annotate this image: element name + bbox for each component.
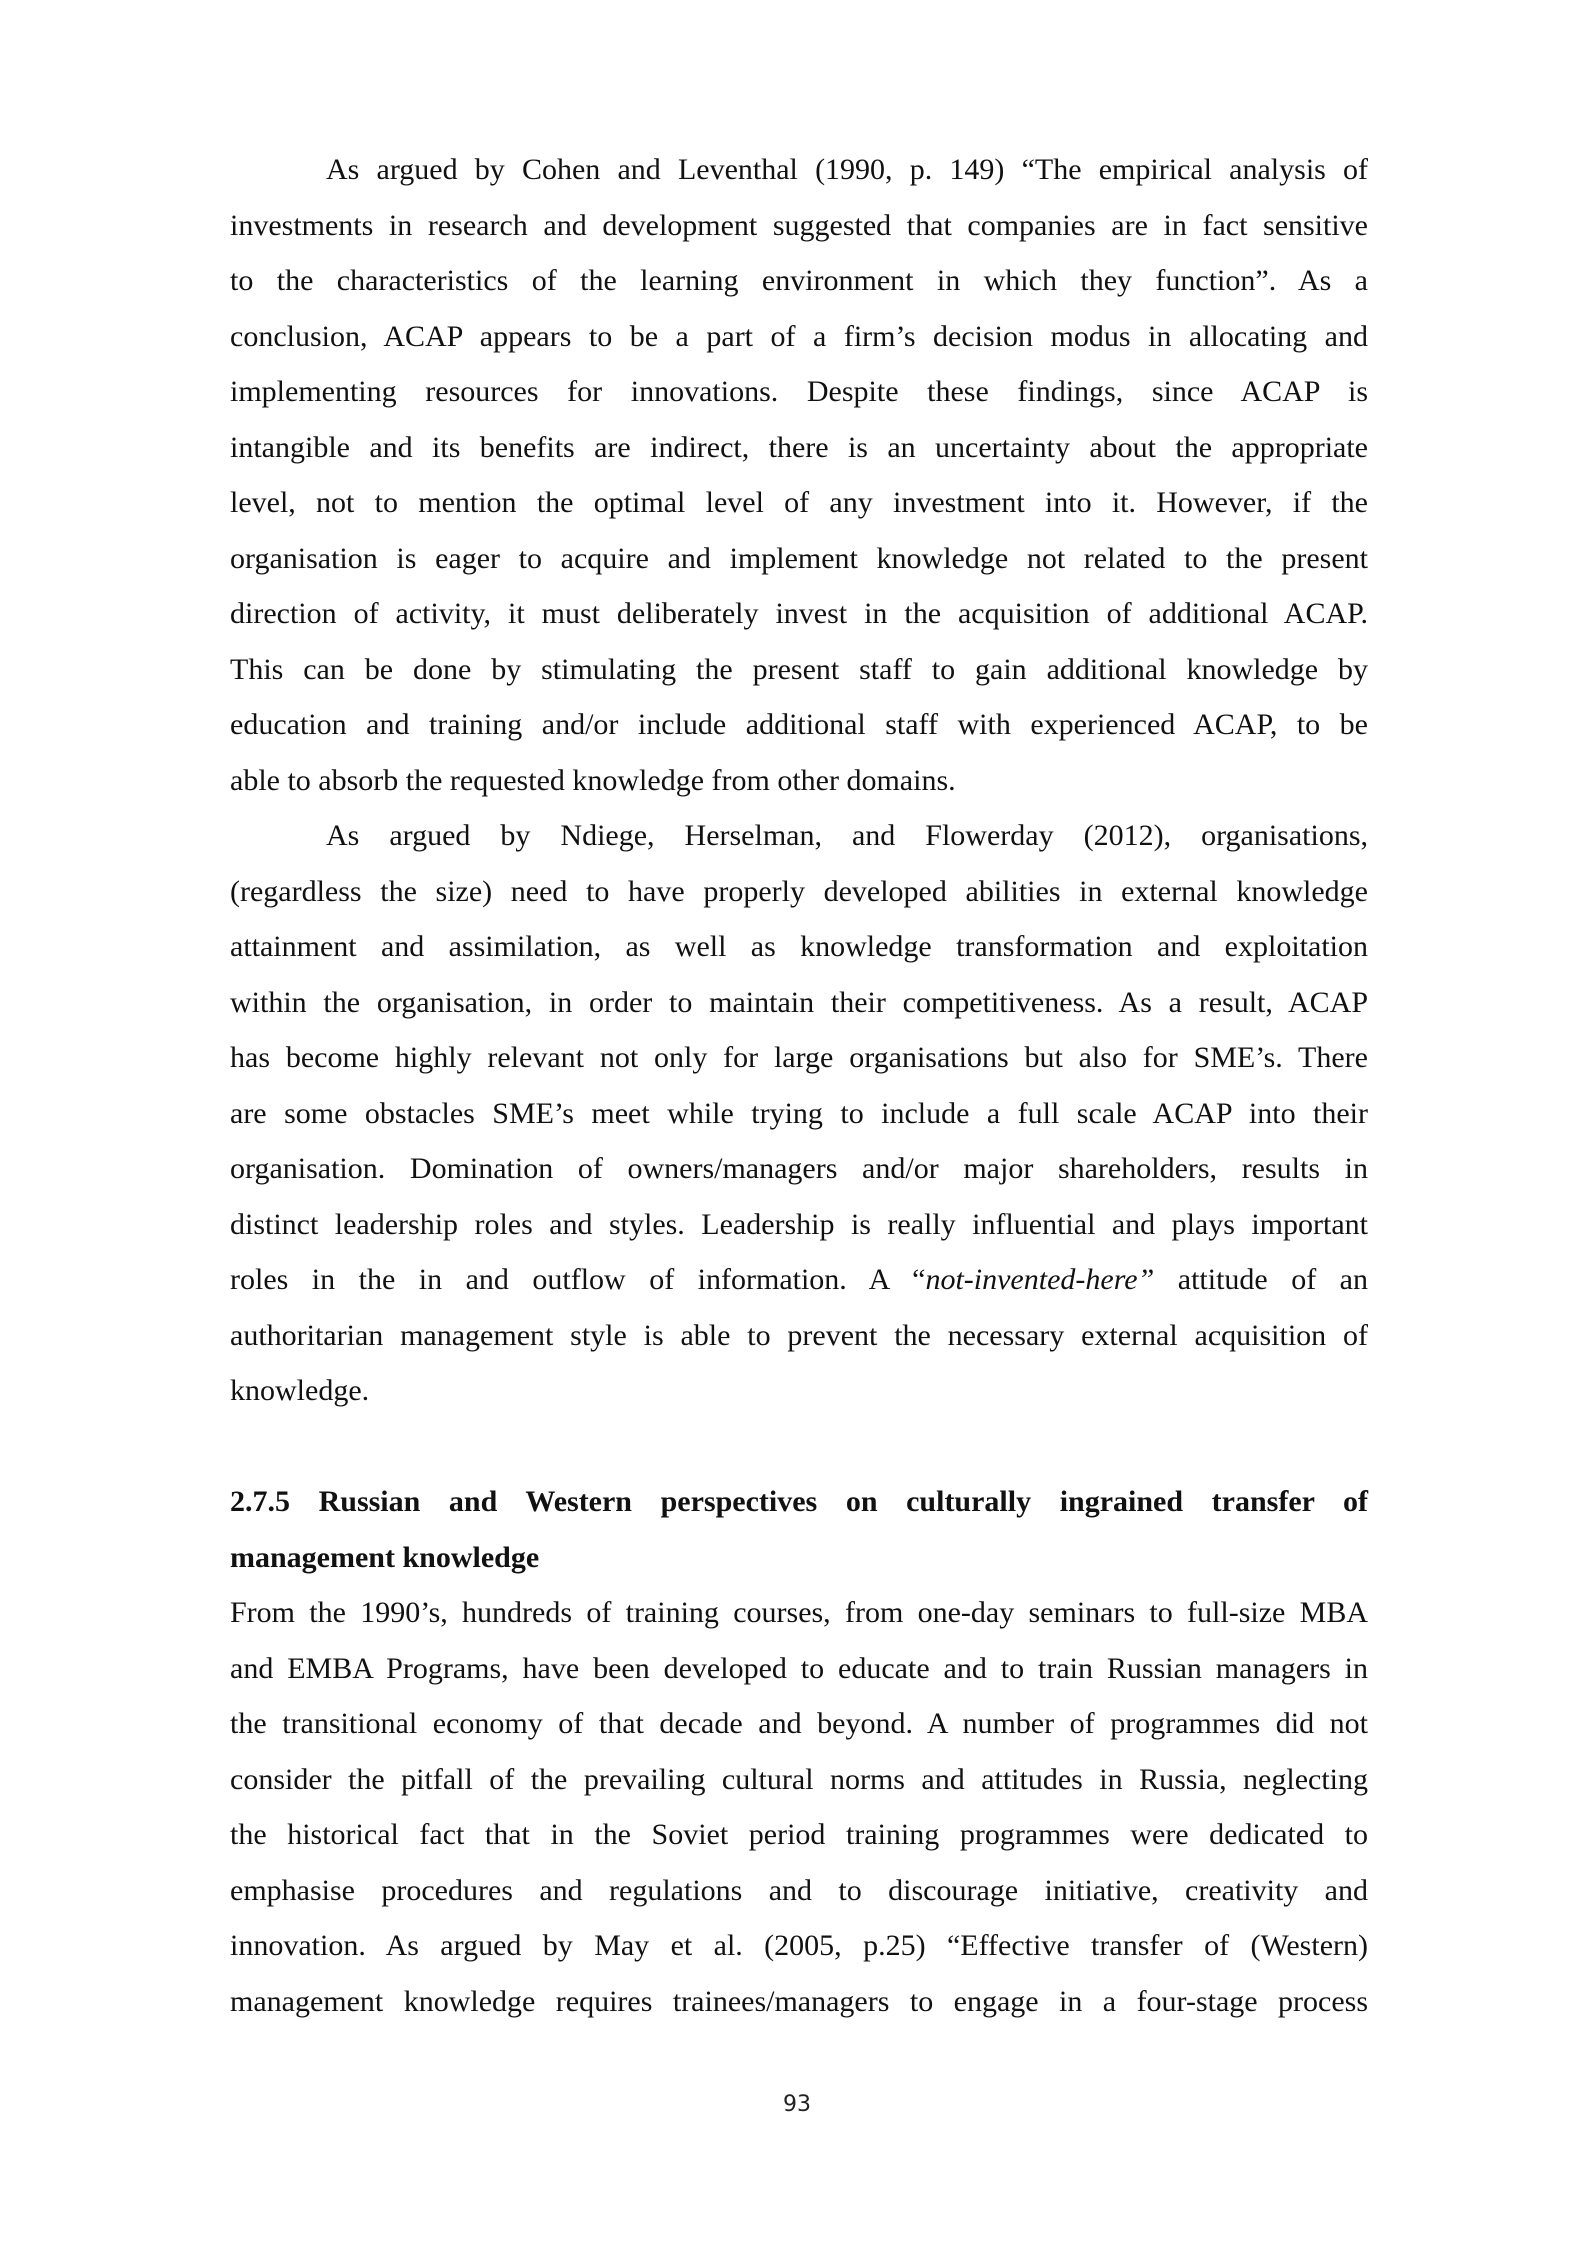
text-line: level, not to mention the optimal level of any investment into it. However, if the [230, 486, 1368, 519]
text-line: innovation. As argued by May et al. (2005, p.25) “Effective transfer of (Western) [230, 1929, 1368, 1962]
text-segment: roles in the in and outflow of information. A “ [230, 1263, 926, 1296]
text-line: emphasise procedures and regulations and to discourage initiative, creativity and [230, 1873, 1368, 1907]
text-line: management knowledge requires trainees/managers to engage in a four-stage process [230, 1984, 1368, 2018]
text-line: From the 1990’s, hundreds of training courses, from one-day seminars to full-size MBA [230, 1596, 1368, 1629]
text-line: education and training and/or include additional staff with experienced ACAP, to be [230, 708, 1368, 741]
text-line: within the organisation, in order to maintain their competitiveness. As a result, ACAP [230, 985, 1368, 1019]
text-line: This can be done by stimulating the present staff to gain additional knowledge by [230, 652, 1368, 686]
text-line: organisation. Domination of owners/managers and/or major shareholders, results in [230, 1152, 1368, 1185]
paragraph-acap-investment [230, 142, 1368, 808]
text-line: has become highly relevant not only for large organisations but also for SME’s. There [230, 1041, 1368, 1074]
text-line: direction of activity, it must deliberately invest in the acquisition of additional ACAP. [230, 597, 1368, 630]
text-line: the transitional economy of that decade and beyond. A number of programmes did not [230, 1707, 1368, 1740]
text-line: consider the pitfall of the prevailing cultural norms and attitudes in Russia, neglecting [230, 1762, 1368, 1796]
text-line: investments in research and development suggested that companies are in fact sensitive [230, 208, 1368, 242]
text-line: are some obstacles SME’s meet while trying to include a full scale ACAP into their [230, 1096, 1368, 1130]
text-line [230, 1252, 1368, 1308]
text-line: conclusion, ACAP appears to be a part of a firm’s decision modus in allocating and [230, 319, 1368, 353]
text-line: authoritarian management style is able to prevent the necessary external acquisition of [230, 1318, 1368, 1352]
text-line: able to absorb the requested knowledge from other domains. [230, 763, 956, 797]
text-line: to the characteristics of the learning environment in which they function”. As a [230, 264, 1368, 297]
text-line: As argued by Cohen and Leventhal (1990, p. 149) “The empirical analysis of [326, 153, 1368, 186]
paragraph-sme-obstacles [230, 808, 1368, 1419]
text-line: the historical fact that in the Soviet period training programmes were dedicated to [230, 1818, 1368, 1851]
page-number: 93 [783, 2092, 811, 2117]
text-line: distinct leadership roles and styles. Leadership is really influential and plays important [230, 1207, 1368, 1241]
text-line: intangible and its benefits are indirect, there is an uncertainty about the appropriate [230, 430, 1368, 464]
italic-term: not-invented-here” [925, 1263, 1155, 1296]
text-line: As argued by Ndiege, Herselman, and Flowerday (2012), organisations, [326, 819, 1368, 852]
text-line: (regardless the size) need to have properly developed abilities in external knowledge [230, 874, 1368, 908]
section-heading [230, 1474, 1368, 1585]
text-line: attainment and assimilation, as well as knowledge transformation and exploitation [230, 930, 1368, 963]
document-page [230, 142, 1368, 2029]
text-line: implementing resources for innovations. Despite these findings, since ACAP is [230, 375, 1368, 408]
text-line: management knowledge [230, 1540, 540, 1574]
text-segment: attitude of an [1154, 1263, 1368, 1296]
text-line: 2.7.5 Russian and Western perspectives on culturally ingrained transfer of [230, 1485, 1368, 1518]
text-line: knowledge. [230, 1374, 370, 1407]
paragraph-russian-training [230, 1585, 1368, 2029]
text-line: and EMBA Programs, have been developed to educate and to train Russian managers in [230, 1651, 1368, 1685]
text-line: organisation is eager to acquire and implement knowledge not related to the present [230, 541, 1368, 575]
